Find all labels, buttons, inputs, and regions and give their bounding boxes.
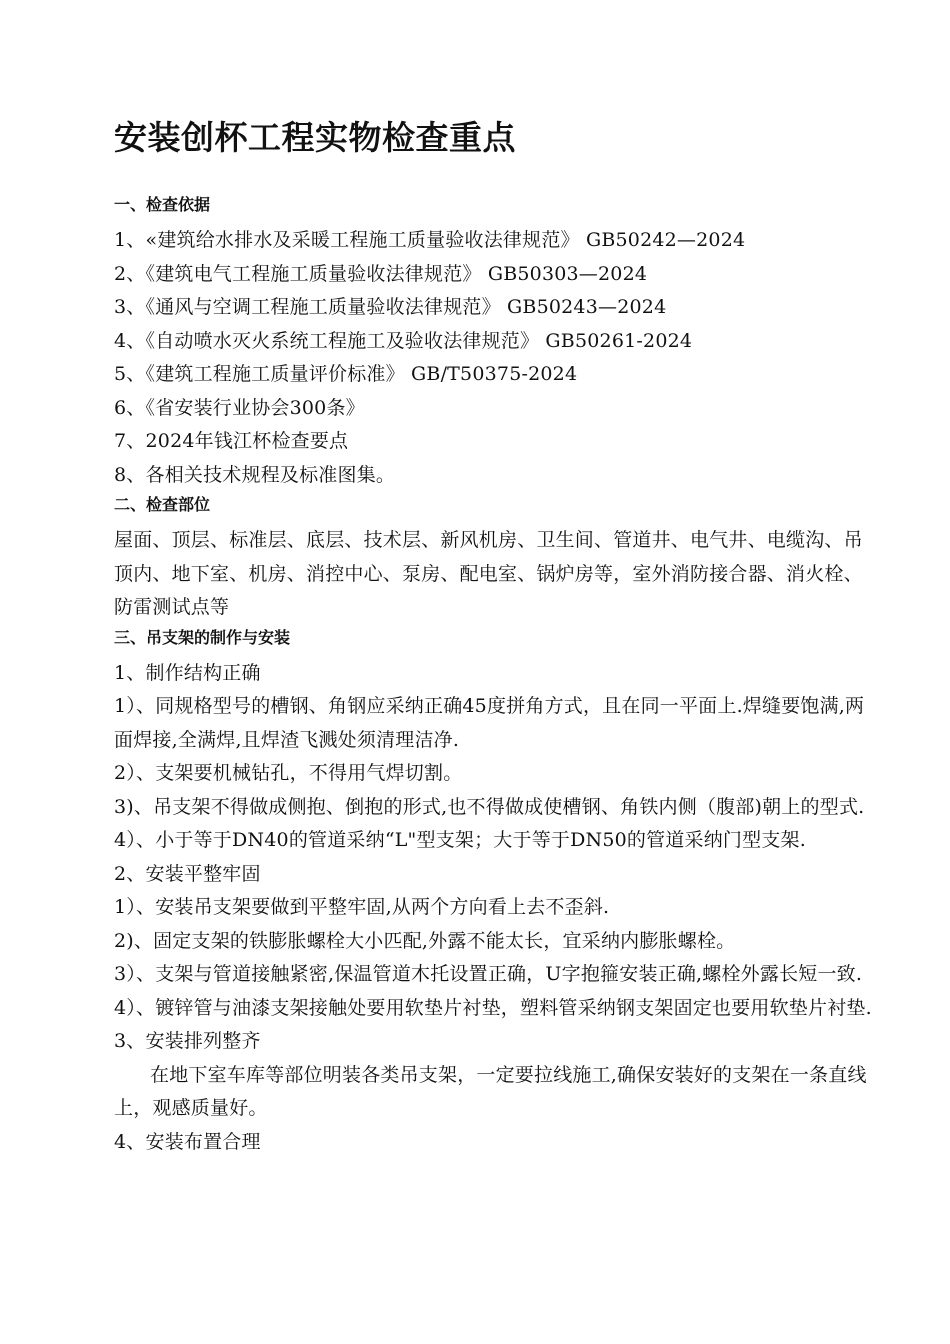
section-locations (114, 494, 880, 625)
section-supports (114, 627, 880, 1160)
subheading: 2、安装平整牢固 (114, 862, 261, 885)
list-item: 1、«建筑给水排水及采暖工程施工质量验收法律规范》 GB50242—2024 (114, 229, 746, 251)
list-item: 2、《建筑电气工程施工质量验收法律规范》 GB50303—2024 (114, 262, 648, 285)
paragraph: 1）、安装吊支架要做到平整牢固,从两个方向看上去不歪斜. (114, 896, 610, 918)
subheading: 3、安装排列整齐 (114, 1030, 261, 1052)
section-heading: 二、检查部位 (114, 495, 211, 514)
paragraph: 2）、支架要机械钻孔，不得用气焊切割。 (114, 762, 463, 784)
paragraph: 4）、镀锌管与油漆支架接触处要用软垫片衬垫，塑料管采纳钢支架固定也要用软垫片衬垫. (114, 996, 872, 1019)
section-heading: 一、检查依据 (114, 195, 211, 214)
list-item: 3、《通风与空调工程施工质量验收法律规范》 GB50243—2024 (114, 296, 667, 318)
section-heading: 三、吊支架的制作与安装 (114, 627, 291, 647)
paragraph: 1）、同规格型号的槽钢、角钢应采纳正确45度拼角方式，且在同一平面上.焊缝要饱满,两面焊接,全满焊,且焊渣飞溅处须清理洁净. (114, 695, 865, 751)
paragraph: 4）、小于等于DN40的管道采纳“L"型支架；大于等于DN50的管道采纳门型支架. (114, 829, 806, 851)
subheading: 4、安装布置合理 (114, 1130, 261, 1153)
paragraph: 屋面、顶层、标准层、底层、技术层、新风机房、卫生间、管道井、电气井、电缆沟、吊顶内、地下室、机房、消控中心、泵房、配电室、锅炉房等，室外消防接合器、消火栓、防雷测试点等 (114, 529, 863, 618)
paragraph: 在地下室车库等部位明装各类吊支架，一定要拉线施工,确保安装好的支架在一条直线上，观感质量好。 (114, 1063, 867, 1119)
list-item: 5、《建筑工程施工质量评价标准》 GB/T50375-2024 (114, 363, 578, 385)
subheading: 1、制作结构正确 (114, 661, 261, 684)
list-item: 4、《自动喷水灭火系统工程施工及验收法律规范》 GB50261-2024 (114, 329, 693, 352)
paragraph: 3)、吊支架不得做成侧抱、倒抱的形式,也不得做成使槽钢、角铁内侧（腹部)朝上的型式. (114, 795, 865, 818)
list-item: 6、《省安装行业协会300条》 (114, 396, 365, 419)
list-item: 7、2024年钱江杯检查要点 (114, 430, 349, 452)
section-basis (114, 194, 880, 492)
paragraph: 3）、支架与管道接触紧密,保温管道木托设置正确，U字抱箍安装正确,螺栓外露长短一致. (114, 963, 863, 985)
paragraph: 2)、固定支架的铁膨胀螺栓大小匹配,外露不能太长，宜采纳内膨胀螺栓。 (114, 929, 736, 952)
page-title: 安装创杯工程实物检查重点 (114, 118, 516, 157)
list-item: 8、各相关技术规程及标准图集。 (114, 463, 396, 486)
